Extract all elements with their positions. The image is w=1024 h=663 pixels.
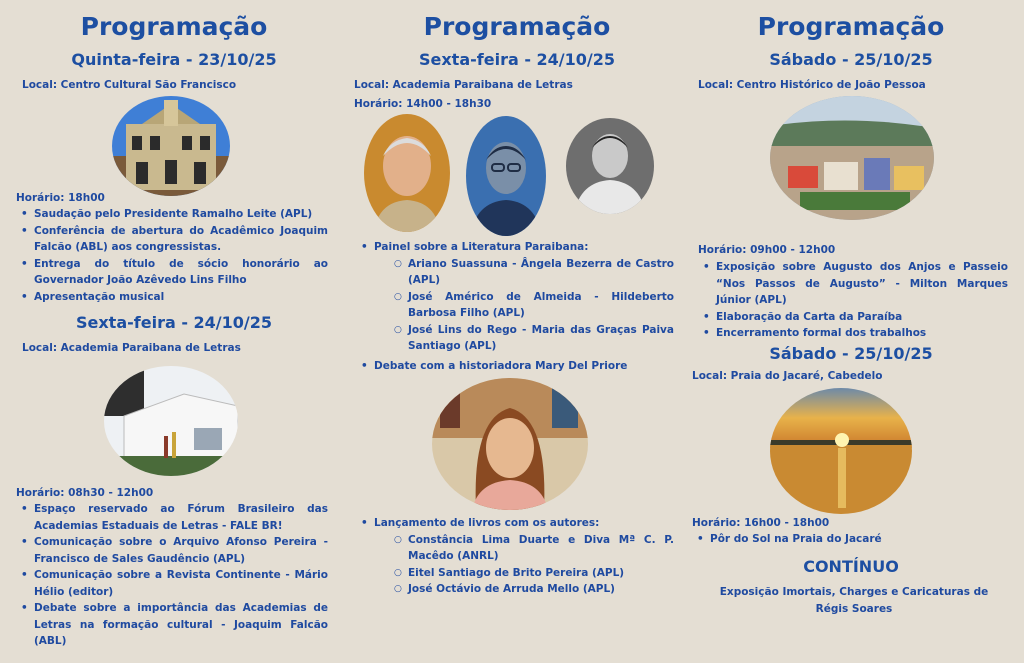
location-label: Local: Praia do Jacaré, Cabedelo [692, 370, 883, 382]
painel-heading: Painel sobre a Literatura Paraibana: [374, 241, 589, 253]
page-title: Programação [423, 12, 611, 41]
portrait-jose-lins-image [566, 118, 654, 214]
exposition-text: Exposição Imortais, Charges e Caricaturas de Régis Soares [719, 586, 989, 615]
saturday-morning-list [696, 259, 1008, 342]
list-item: • Saudação pelo Presidente Ramalho Leite (APL) [14, 206, 328, 223]
saturday-evening-list [690, 531, 1002, 548]
day-heading: Sexta-feira - 24/10/25 [418, 50, 616, 69]
autores-sublist [374, 532, 674, 598]
list-item: • Debate sobre a importância das Academias de Letras na formação cultural - Joaquim Falcão (ABL) [14, 600, 328, 650]
day-heading: Quinta-feira - 23/10/25 [71, 50, 277, 69]
column-thursday [14, 0, 334, 663]
day-heading: Sexta-feira - 24/10/25 [75, 313, 273, 332]
list-item: ○ José Lins do Rego - Maria das Graças Paiva Santiago (APL) [374, 322, 674, 355]
page-title: Programação [80, 12, 268, 41]
location-label: Local: Academia Paraibana de Letras [354, 79, 573, 91]
list-item: • Comunicação sobre a Revista Continente - Mário Hélio (editor) [14, 567, 328, 600]
list-item: • Pôr do Sol na Praia do Jacaré [690, 531, 1002, 548]
lancamento-heading: Lançamento de livros com os autores: [374, 517, 600, 529]
day-heading: Sábado - 25/10/25 [769, 344, 933, 363]
continuo-heading: CONTÍNUO [803, 557, 899, 576]
list-item: ○ José Américo de Almeida - Hildeberto Barbosa Filho (APL) [374, 289, 674, 322]
day-heading: Sábado - 25/10/25 [769, 50, 933, 69]
time-label: Horário: 09h00 - 12h00 [698, 244, 836, 256]
portrait-jose-americo-image [466, 116, 546, 236]
historic-center-image [770, 96, 934, 220]
time-label: Horário: 16h00 - 18h00 [692, 517, 830, 529]
list-item: • Entrega do título de sócio honorário ao Governador João Azêvedo Lins Filho [14, 256, 328, 289]
time-label: Horário: 08h30 - 12h00 [16, 487, 154, 499]
list-item: • Debate com a historiadora Mary Del Priore [354, 358, 674, 375]
location-label: Local: Centro Cultural São Francisco [22, 79, 237, 91]
academy-image [104, 366, 238, 476]
list-item: ○ Constância Lima Duarte e Diva Mª C. P. Macêdo (ANRL) [374, 532, 674, 565]
list-item: ○ José Octávio de Arruda Mello (APL) [374, 581, 674, 598]
friday-morning-list [14, 501, 328, 650]
page-title: Programação [757, 12, 945, 41]
list-item: • Espaço reservado ao Fórum Brasileiro das Academias Estaduais de Letras - FALE BR! [14, 501, 328, 534]
painel-sublist [374, 256, 674, 355]
portrait-ariano-image [364, 114, 450, 232]
list-item [354, 239, 674, 355]
time-label: Horário: 18h00 [16, 192, 105, 204]
thursday-list [14, 206, 328, 305]
list-item: • Comunicação sobre o Arquivo Afonso Pereira - Francisco de Sales Gaudêncio (APL) [14, 534, 328, 567]
time-label: Horário: 14h00 - 18h30 [354, 98, 492, 110]
list-item: ○ Eitel Santiago de Brito Pereira (APL) [374, 565, 674, 582]
list-item: • Apresentação musical [14, 289, 328, 306]
church-image [112, 96, 230, 196]
location-label: Local: Academia Paraibana de Letras [22, 342, 241, 354]
list-item: • Conferência de abertura do Acadêmico Joaquim Falcão (ABL) aos congressistas. [14, 223, 328, 256]
portrait-mary-image [432, 378, 588, 510]
list-item: • Exposição sobre Augusto dos Anjos e Passeio “Nos Passos de Augusto” - Milton Marques Júnior (APL) [696, 259, 1008, 309]
list-item [354, 515, 674, 598]
sunset-image [770, 388, 912, 514]
column-friday [352, 0, 682, 663]
list-item: ○ Ariano Suassuna - Ângela Bezerra de Castro (APL) [374, 256, 674, 289]
list-item: • Elaboração da Carta da Paraíba [696, 309, 1008, 326]
column-saturday [690, 0, 1012, 663]
list-item: • Encerramento formal dos trabalhos [696, 325, 1008, 342]
painel-list [354, 239, 674, 374]
location-label: Local: Centro Histórico de João Pessoa [698, 79, 926, 91]
lancamento-list [354, 515, 674, 598]
